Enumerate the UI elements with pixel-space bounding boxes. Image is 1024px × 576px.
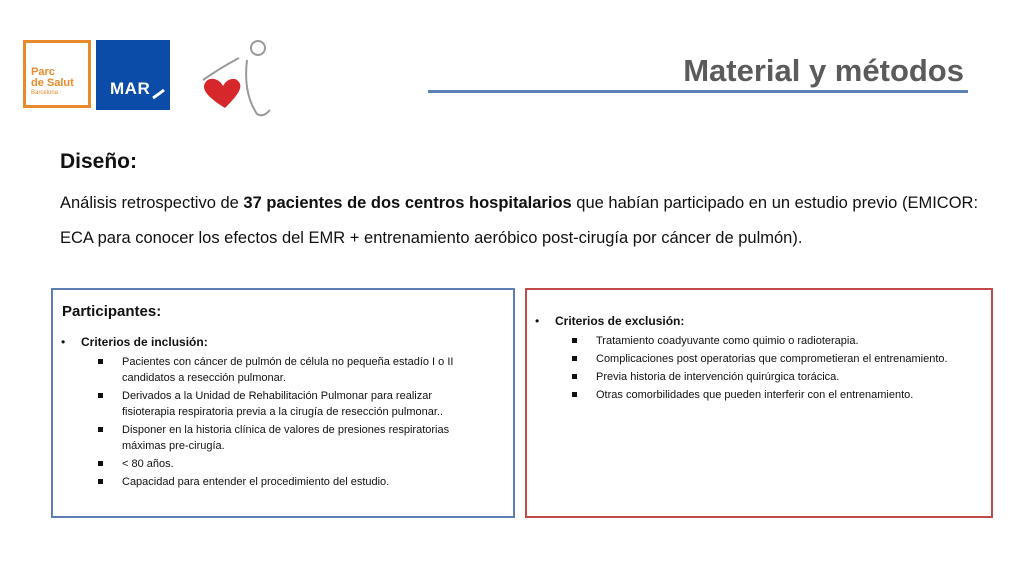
inclusion-item-text: Pacientes con cáncer de pulmón de célula no pequeña estadío I o II candidatos a resección pulmonar. bbox=[122, 356, 454, 384]
square-bullet-icon bbox=[98, 427, 103, 432]
square-bullet-icon bbox=[98, 479, 103, 484]
title-underline bbox=[428, 90, 968, 93]
mar-wave-icon bbox=[96, 40, 170, 110]
inclusion-criteria-label bbox=[61, 335, 208, 349]
exclusion-list bbox=[569, 333, 996, 405]
inclusion-item-text: Disponer en la historia clínica de valores de presiones respiratorias máximas pre-cirugía. bbox=[122, 424, 450, 452]
square-bullet-icon bbox=[572, 356, 577, 361]
heart-figure-logo-icon bbox=[195, 38, 275, 120]
bullet-icon: • bbox=[61, 335, 66, 349]
square-bullet-icon bbox=[98, 359, 103, 364]
participantes-box bbox=[51, 288, 515, 518]
list-item bbox=[569, 333, 996, 349]
square-bullet-icon bbox=[572, 338, 577, 343]
diseno-text-post: que habían participado en un estudio previo (EMICOR: ECA para conocer los efectos del EMR + entrenamiento aeróbico post-cirugía por cáncer de pulmón). bbox=[60, 194, 979, 247]
mar-logo bbox=[96, 40, 170, 110]
inclusion-item-text: Capacidad para entender el procedimiento del estudio. bbox=[122, 476, 390, 488]
list-item bbox=[95, 388, 477, 420]
logo-parc-line1: Parc bbox=[31, 66, 55, 78]
logo-mar-text: MAR bbox=[110, 79, 151, 98]
exclusion-item-text: Otras comorbilidades que pueden interferir con el entrenamiento. bbox=[596, 389, 914, 401]
logo-parc-line3: Barcelona bbox=[31, 90, 59, 96]
list-item bbox=[569, 387, 996, 403]
inclusion-label-text: Criterios de inclusión: bbox=[81, 335, 208, 349]
square-bullet-icon bbox=[572, 374, 577, 379]
diseno-text bbox=[60, 186, 980, 256]
inclusion-item-text: Derivados a la Unidad de Rehabilitación Pulmonar para realizar fisioterapia respiratoria previa a la cirugía de resección pulmonar.. bbox=[122, 390, 443, 418]
exclusion-item-text: Tratamiento coadyuvante como quimio o radioterapia. bbox=[596, 335, 859, 347]
exclusion-item-text: Complicaciones post operatorias que comprometieran el entrenamiento. bbox=[596, 353, 948, 365]
list-item bbox=[569, 351, 996, 367]
diseno-text-pre: Análisis retrospectivo de bbox=[60, 194, 244, 212]
inclusion-item-text: < 80 años. bbox=[122, 458, 174, 470]
square-bullet-icon bbox=[572, 392, 577, 397]
diseno-text-bold: 37 pacientes de dos centros hospitalarios bbox=[243, 194, 572, 212]
exclusion-box bbox=[525, 288, 993, 518]
list-item bbox=[95, 422, 477, 454]
exclusion-item-text: Previa historia de intervención quirúrgica torácica. bbox=[596, 371, 840, 383]
logo-parc-line2: de Salut bbox=[31, 77, 74, 89]
participantes-heading: Participantes: bbox=[62, 303, 162, 320]
exclusion-label-text: Criterios de exclusión: bbox=[555, 314, 685, 328]
inclusion-list bbox=[95, 354, 477, 492]
page-title: Material y métodos bbox=[683, 53, 964, 88]
exclusion-criteria-label bbox=[535, 314, 684, 328]
list-item bbox=[569, 369, 996, 385]
list-item bbox=[95, 456, 477, 472]
bullet-icon: • bbox=[535, 314, 540, 328]
parc-de-salut-logo bbox=[23, 40, 91, 108]
square-bullet-icon bbox=[98, 393, 103, 398]
square-bullet-icon bbox=[98, 461, 103, 466]
list-item bbox=[95, 354, 477, 386]
diseno-heading: Diseño: bbox=[60, 150, 138, 173]
list-item bbox=[95, 474, 477, 490]
